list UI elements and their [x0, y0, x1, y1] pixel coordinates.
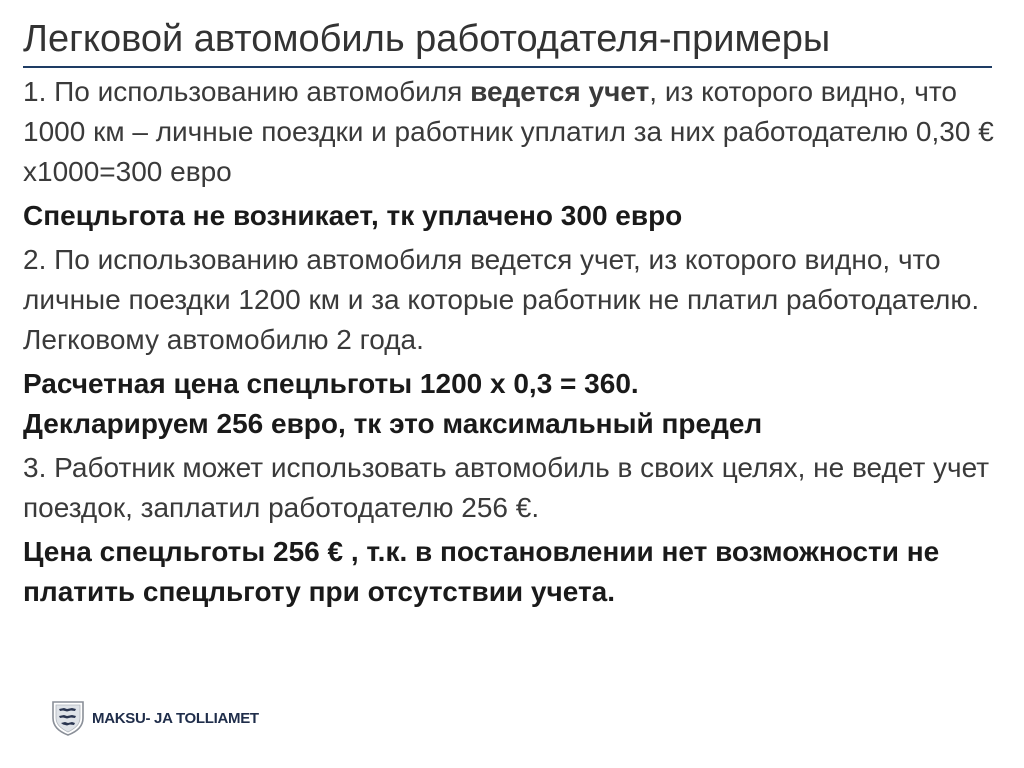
paragraph-5: Декларируем 256 евро, тк это максимальный предел: [23, 408, 763, 439]
paragraph-7: Цена спецльготы 256 € , т.к. в постановлении нет возможности не платить спецльготу при отсутствии учета.: [23, 536, 940, 607]
slide-title: Легковой автомобиль работодателя-примеры: [23, 18, 831, 60]
paragraph-2: Спецльгота не возникает, тк уплачено 300 евро: [23, 200, 683, 231]
paragraph-1: [23, 72, 998, 192]
paragraph-3: 2. По использованию автомобиля ведется учет, из которого видно, что личные поездки 1200 км и за которые работник не платил работодателю. Легковому автомобилю 2 года.: [23, 244, 980, 355]
paragraph-1-after: , из которого видно, что 1000 км – личные поездки и работник уплатил за них работодателю 0,30 € х1000=300 евро: [23, 76, 994, 187]
paragraph-1-before: 1. По использованию автомобиля: [23, 76, 471, 107]
coat-of-arms-icon: [51, 700, 85, 736]
slide-content: [23, 72, 998, 612]
paragraph-6: 3. Работник может использовать автомобиль в своих целях, не ведет учет поездок, заплатил работодателю 256 €.: [23, 452, 990, 523]
title-divider: [23, 66, 992, 68]
footer-logo: [51, 700, 259, 736]
paragraph-4: Расчетная цена спецльготы 1200 х 0,3 = 360.: [23, 368, 639, 399]
paragraph-1-emphasis: ведется учет: [470, 76, 650, 107]
logo-text: MAKSU- JA TOLLIAMET: [92, 709, 259, 727]
